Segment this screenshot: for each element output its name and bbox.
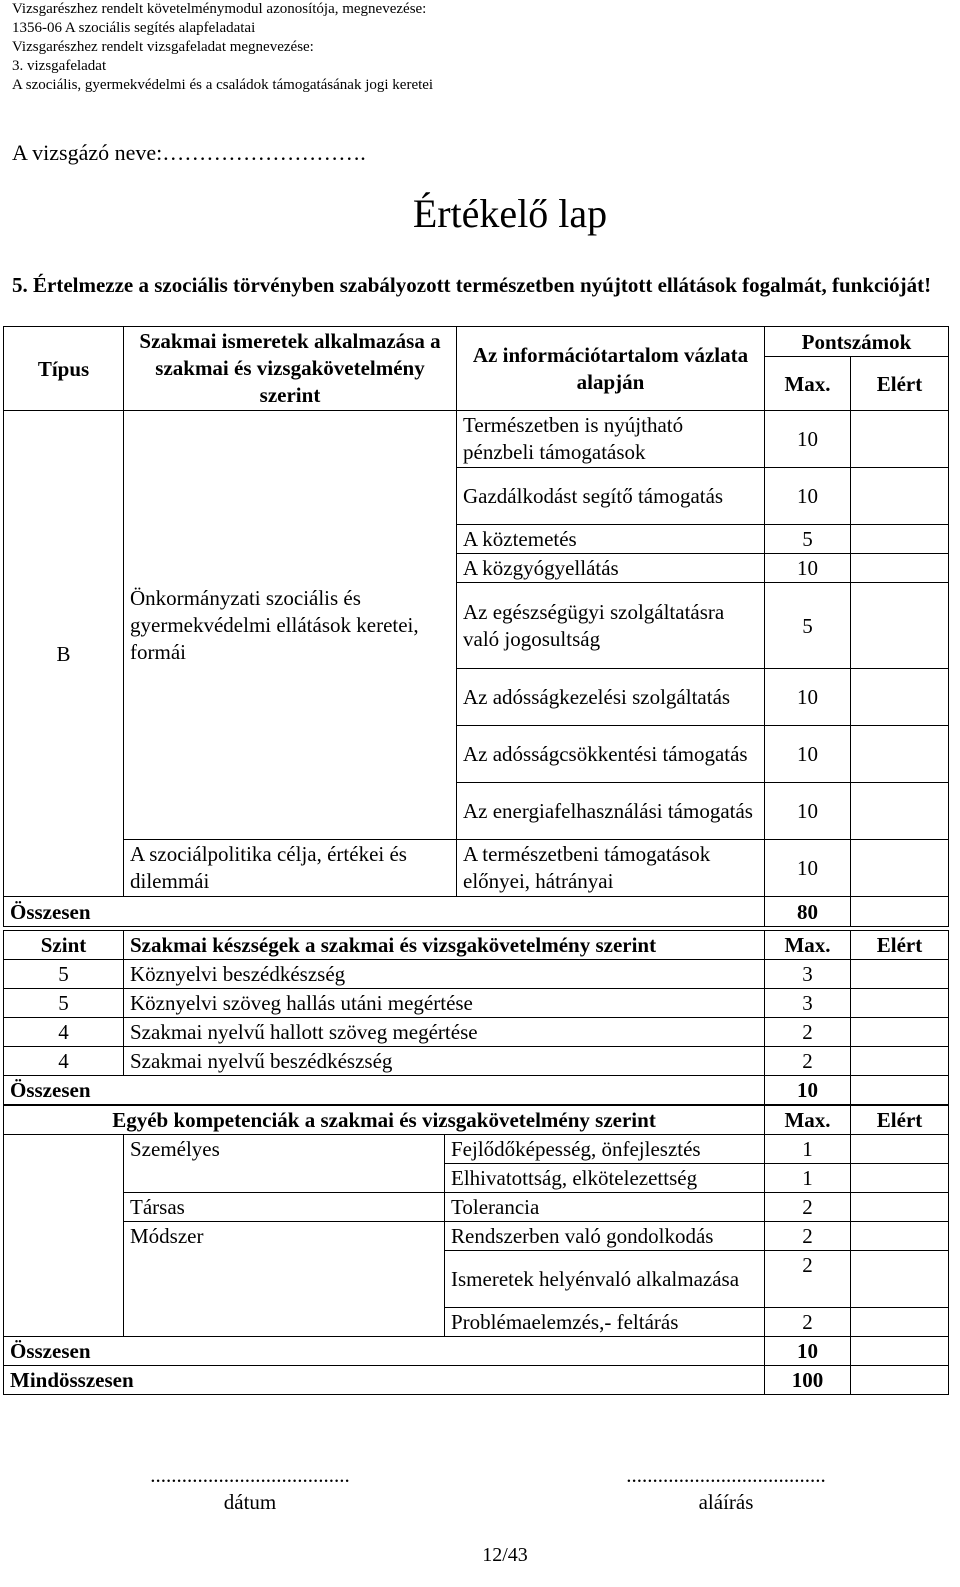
date-signature-block: [100, 1462, 400, 1516]
table-row: Köznyelvi beszédkészség: [124, 960, 765, 989]
max-points: 5: [765, 525, 851, 554]
header-points: Pontszámok: [765, 327, 949, 357]
achieved-points[interactable]: [851, 1193, 949, 1222]
table-row: Az egészségügyi szolgáltatásra való jogosultság: [457, 583, 765, 669]
total-label: Összesen: [4, 897, 765, 927]
max-points: 5: [765, 583, 851, 669]
achieved-points[interactable]: [851, 1047, 949, 1076]
achieved-points[interactable]: [851, 783, 949, 840]
skill-level: 5: [4, 989, 124, 1018]
achieved-points[interactable]: [851, 669, 949, 726]
knowledge-table: [3, 326, 949, 927]
total-value: 80: [765, 897, 851, 927]
max-points: 2: [765, 1308, 851, 1337]
type-value: B: [4, 411, 124, 897]
achieved-points[interactable]: [851, 411, 949, 468]
table-row: Rendszerben való gondolkodás: [445, 1222, 765, 1251]
header-level: Szint: [4, 931, 124, 960]
table-row: Gazdálkodást segítő támogatás: [457, 468, 765, 525]
total-value: 10: [765, 1337, 851, 1366]
examinee-name-field[interactable]: A vizsgázó neve:……………………….: [12, 140, 366, 165]
table-row: A természetbeni támogatások előnyei, hátrányai: [457, 840, 765, 897]
competencies-table: [3, 1105, 949, 1395]
achieved-points[interactable]: [851, 1251, 949, 1308]
grand-total-label: Mindösszesen: [4, 1366, 765, 1395]
max-points: 2: [765, 1193, 851, 1222]
total-label: Összesen: [4, 1076, 765, 1105]
achieved-points[interactable]: [851, 1308, 949, 1337]
max-points: 1: [765, 1135, 851, 1164]
max-points: 3: [765, 960, 851, 989]
max-points: 2: [765, 1018, 851, 1047]
page-number: 12/43: [482, 1544, 528, 1566]
date-label: dátum: [223, 1490, 277, 1514]
achieved-points[interactable]: [851, 726, 949, 783]
page-title: Értékelő lap: [412, 191, 608, 236]
header-achieved: Elért: [851, 931, 949, 960]
achieved-grand-total[interactable]: [851, 1366, 949, 1395]
header-competencies: Egyéb kompetenciák a szakmai és vizsgakövetelmény szerint: [4, 1106, 765, 1135]
date-line[interactable]: ......................................: [150, 1463, 350, 1487]
max-points: 3: [765, 989, 851, 1018]
table-row: Problémaelemzés,- feltárás: [445, 1308, 765, 1337]
total-value: 10: [765, 1076, 851, 1105]
table-row: Fejlődőképesség, önfejlesztés: [445, 1135, 765, 1164]
skill-level: 4: [4, 1047, 124, 1076]
total-label: Összesen: [4, 1337, 765, 1366]
achieved-total[interactable]: [851, 897, 949, 927]
max-points: 10: [765, 783, 851, 840]
skills-table: [3, 930, 949, 1105]
header-achieved: Elért: [851, 357, 949, 411]
header-skills: Szakmai készségek a szakmai és vizsgakövetelmény szerint: [124, 931, 765, 960]
achieved-points[interactable]: [851, 554, 949, 583]
signature-line[interactable]: ......................................: [626, 1463, 826, 1487]
header-type: Típus: [4, 327, 124, 411]
achieved-points[interactable]: [851, 960, 949, 989]
question-text: 5. Értelmezze a szociális törvényben szabályozott természetben nyújtott ellátások fogalmát, funkcióját!: [12, 273, 932, 297]
achieved-points[interactable]: [851, 989, 949, 1018]
header-achieved: Elért: [851, 1106, 949, 1135]
table-row: Az adósságkezelési szolgáltatás: [457, 669, 765, 726]
achieved-points[interactable]: [851, 840, 949, 897]
header-professional-knowledge: Szakmai ismeretek alkalmazása a szakmai és vizsgakövetelmény szerint: [124, 327, 457, 411]
header-line: 3. vizsgafeladat: [12, 58, 107, 74]
max-points: 1: [765, 1164, 851, 1193]
max-points: 10: [765, 554, 851, 583]
skill-level: 5: [4, 960, 124, 989]
table-row: Ismeretek helyénvaló alkalmazása: [445, 1251, 765, 1308]
header-line: Vizsgarészhez rendelt vizsgafeladat megnevezése:: [12, 39, 314, 55]
achieved-total[interactable]: [851, 1337, 949, 1366]
empty-cell: [4, 1135, 124, 1337]
achieved-points[interactable]: [851, 525, 949, 554]
max-points: 2: [765, 1047, 851, 1076]
signature-label: aláírás: [698, 1490, 754, 1514]
table-row: Köznyelvi szöveg hallás utáni megértése: [124, 989, 765, 1018]
table-row: Szakmai nyelvű hallott szöveg megértése: [124, 1018, 765, 1047]
header-information-content: Az információtartalom vázlata alapján: [457, 327, 765, 411]
table-row: Elhivatottság, elkötelezettség: [445, 1164, 765, 1193]
signature-block: [576, 1462, 876, 1516]
table-row: Természetben is nyújtható pénzbeli támogatások: [457, 411, 765, 468]
achieved-points[interactable]: [851, 1018, 949, 1047]
achieved-points[interactable]: [851, 1135, 949, 1164]
achieved-points[interactable]: [851, 1164, 949, 1193]
max-points: 2: [765, 1251, 851, 1308]
table-row: A közgyógyellátás: [457, 554, 765, 583]
max-points: 10: [765, 726, 851, 783]
table-row: Szakmai nyelvű beszédkészség: [124, 1047, 765, 1076]
max-points: 2: [765, 1222, 851, 1251]
grand-total-value: 100: [765, 1366, 851, 1395]
competency-category: Módszer: [124, 1222, 445, 1337]
table-row: Az energiafelhasználási támogatás: [457, 783, 765, 840]
max-points: 10: [765, 669, 851, 726]
competency-category: Személyes: [124, 1135, 445, 1193]
knowledge-group: Önkormányzati szociális és gyermekvédelmi ellátások keretei, formái: [124, 411, 457, 840]
header-line: 1356-06 A szociális segítés alapfeladatai: [12, 20, 256, 36]
document-header: [12, 0, 433, 95]
achieved-total[interactable]: [851, 1076, 949, 1105]
header-max: Max.: [765, 1106, 851, 1135]
competency-category: Társas: [124, 1193, 445, 1222]
table-row: Tolerancia: [445, 1193, 765, 1222]
achieved-points[interactable]: [851, 468, 949, 525]
knowledge-group: A szociálpolitika célja, értékei és dilemmái: [124, 840, 457, 897]
max-points: 10: [765, 840, 851, 897]
header-max: Max.: [765, 931, 851, 960]
skill-level: 4: [4, 1018, 124, 1047]
header-line: Vizsgarészhez rendelt követelménymodul azonosítója, megnevezése:: [12, 1, 427, 17]
achieved-points[interactable]: [851, 1222, 949, 1251]
max-points: 10: [765, 468, 851, 525]
header-line: A szociális, gyermekvédelmi és a családok támogatásának jogi keretei: [12, 77, 434, 93]
table-row: A köztemetés: [457, 525, 765, 554]
achieved-points[interactable]: [851, 583, 949, 669]
header-max: Max.: [765, 357, 851, 411]
max-points: 10: [765, 411, 851, 468]
table-row: Az adósságcsökkentési támogatás: [457, 726, 765, 783]
